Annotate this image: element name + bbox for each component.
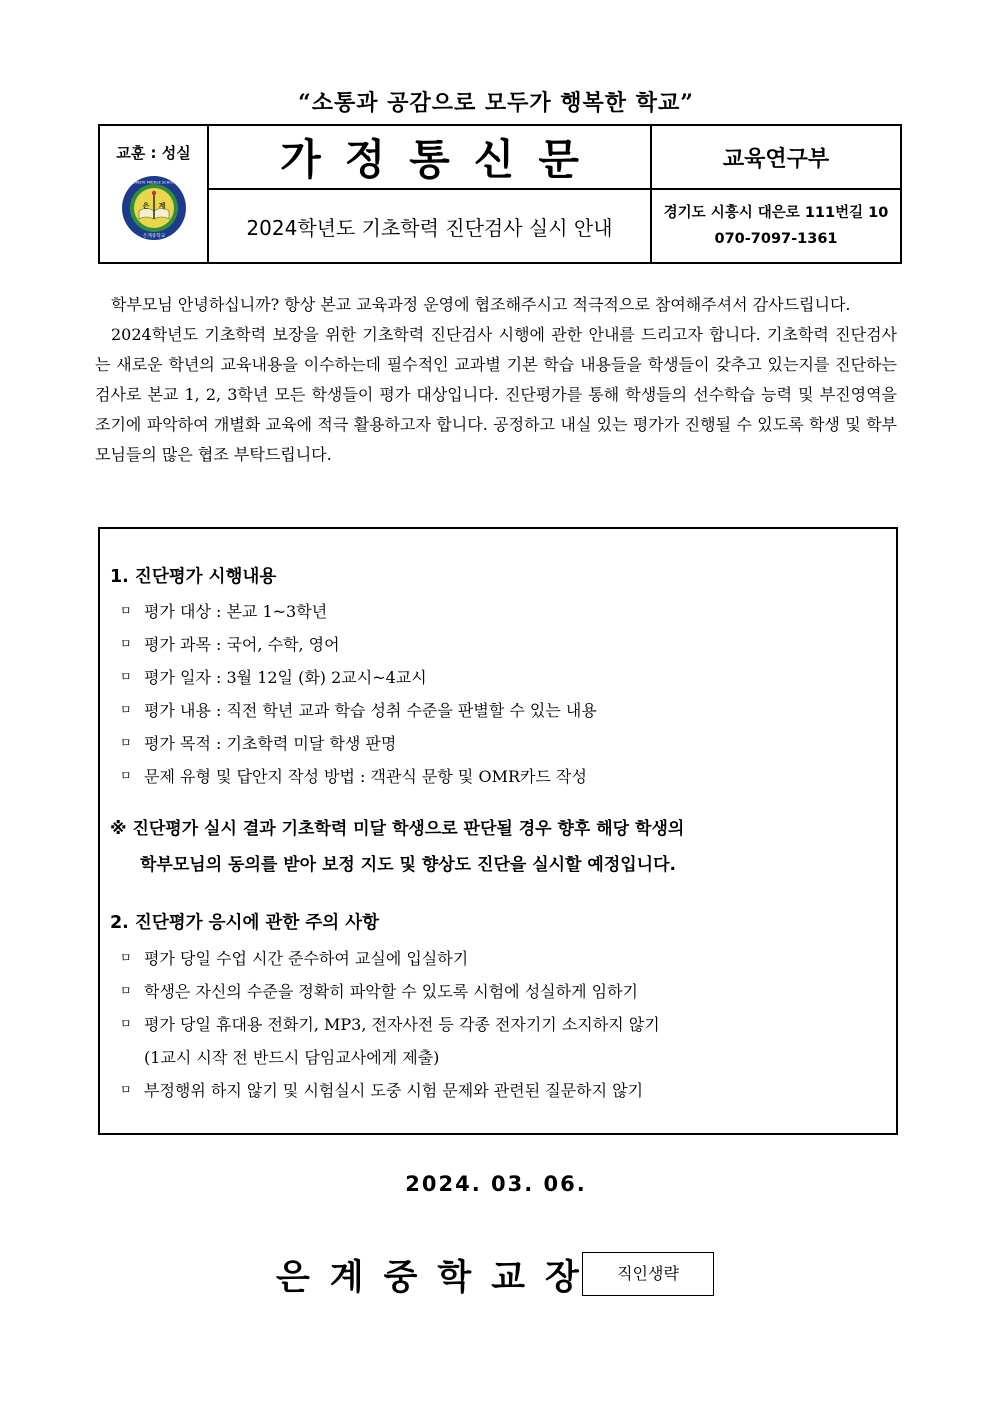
title-cell (208, 125, 651, 189)
details-box (98, 527, 898, 1135)
list-item: ㅁ 평가 당일 수업 시간 준수하여 교실에 입실하기 (120, 949, 469, 968)
emblem-left-char: 은 (142, 202, 149, 210)
square-bullet-icon: ㅁ (120, 1017, 132, 1031)
emblem-top-text: EUNGYE MIDDLE SCHOOL (130, 180, 177, 185)
square-bullet-icon: ㅁ (120, 984, 132, 998)
section-1-title: 1. 진단평가 시행내용 (110, 567, 277, 587)
school-contact (652, 200, 900, 252)
square-bullet-icon: ㅁ (120, 703, 132, 717)
notice-line-1: ※ 진단평가 실시 결과 기초학력 미달 학생으로 판단될 경우 향후 해당 학생의 (110, 819, 685, 839)
intro-paragraph-1: 학부모님 안녕하십니까? 항상 본교 교육과정 운영에 협조해주시고 적극적으로 참여해주셔서 감사드립니다. (111, 295, 851, 314)
list-item: ㅁ 평가 일자 : 3월 12일 (화) 2교시~4교시 (120, 668, 427, 687)
contact-cell (651, 189, 901, 263)
school-phone: 070-7097-1361 (714, 231, 838, 247)
emblem-right-char: 계 (158, 202, 165, 210)
principal-signature: 은계중학교장 (276, 1257, 599, 1298)
document-subtitle: 2024학년도 기초학력 진단검사 실시 안내 (246, 215, 613, 240)
square-bullet-icon: ㅁ (120, 670, 132, 684)
intro-text (95, 290, 897, 470)
list-item: ㅁ 평가 내용 : 직전 학년 교과 학습 성취 수준을 판별할 수 있는 내용 (120, 701, 597, 720)
emblem-bottom-text: 은계중학교 (142, 234, 165, 239)
newsletter-header (98, 124, 902, 264)
document-title: 가정통신문 (280, 135, 603, 184)
list-item: ㅁ 평가 목적 : 기초학력 미달 학생 판명 (120, 734, 397, 753)
list-item-continuation: (1교시 시작 전 반드시 담임교사에게 제출) (144, 1048, 440, 1067)
square-bullet-icon: ㅁ (120, 736, 132, 750)
section-2-title: 2. 진단평가 응시에 관한 주의 사항 (110, 913, 380, 933)
department-name: 교육연구부 (722, 146, 830, 172)
list-item: ㅁ 학생은 자신의 수준을 정확히 파악할 수 있도록 시험에 성실하게 임하기 (120, 982, 638, 1001)
school-emblem-icon (100, 175, 207, 246)
subtitle-cell (208, 189, 651, 263)
square-bullet-icon: ㅁ (120, 604, 132, 618)
issue-date: 2024. 03. 06. (405, 1172, 587, 1196)
school-address: 경기도 시흥시 대은로 111번길 10 (663, 205, 889, 221)
list-item: ㅁ 문제 유형 및 답안지 작성 방법 : 객관식 문항 및 OMR카드 작성 (120, 767, 587, 786)
motto-logo-cell (99, 125, 208, 263)
school-motto: 교훈 : 성실 (116, 144, 191, 162)
intro-paragraph-2: 2024학년도 기초학력 보장을 위한 기초학력 진단검사 시행에 관한 안내를 드리고자 합니다. 기초학력 진단검사는 새로운 학년의 교육내용을 이수하는데 필수적인 교과별 기본 학습 내용들을 학생들이 갖추고 있는지를 진단하는 검사로 본교 1, 2, 3학년 모든 학생들이 평가 대상입니다. 진단평가를 통해 학생들의 선수학습 능력 및 부진영역을 조기에 파악하여 개별화 교육에 적극 활용하고자 합니다. 공정하고 내실 있는 평가가 진행될 수 있도록 학생 및 학부모님들의 많은 협조 부탁드립니다. (95, 325, 897, 464)
square-bullet-icon: ㅁ (120, 769, 132, 783)
official-seal-omitted: 직인생략 (582, 1252, 714, 1296)
list-item: ㅁ 평가 대상 : 본교 1~3학년 (120, 602, 328, 621)
school-slogan: “소통과 공감으로 모두가 행복한 학교” (298, 90, 694, 116)
square-bullet-icon: ㅁ (120, 951, 132, 965)
list-item: ㅁ 부정행위 하지 않기 및 시험실시 도중 시험 문제와 관련된 질문하지 않기 (120, 1081, 644, 1100)
list-item: ㅁ 평가 당일 휴대용 전화기, MP3, 전자사전 등 각종 전자기기 소지하지 않기 (120, 1015, 660, 1034)
notice-line-2: 학부모님의 동의를 받아 보정 지도 및 향상도 진단을 실시할 예정입니다. (140, 855, 676, 875)
list-item: ㅁ 평가 과목 : 국어, 수학, 영어 (120, 635, 340, 654)
square-bullet-icon: ㅁ (120, 1083, 132, 1097)
square-bullet-icon: ㅁ (120, 637, 132, 651)
department-cell (651, 125, 901, 189)
